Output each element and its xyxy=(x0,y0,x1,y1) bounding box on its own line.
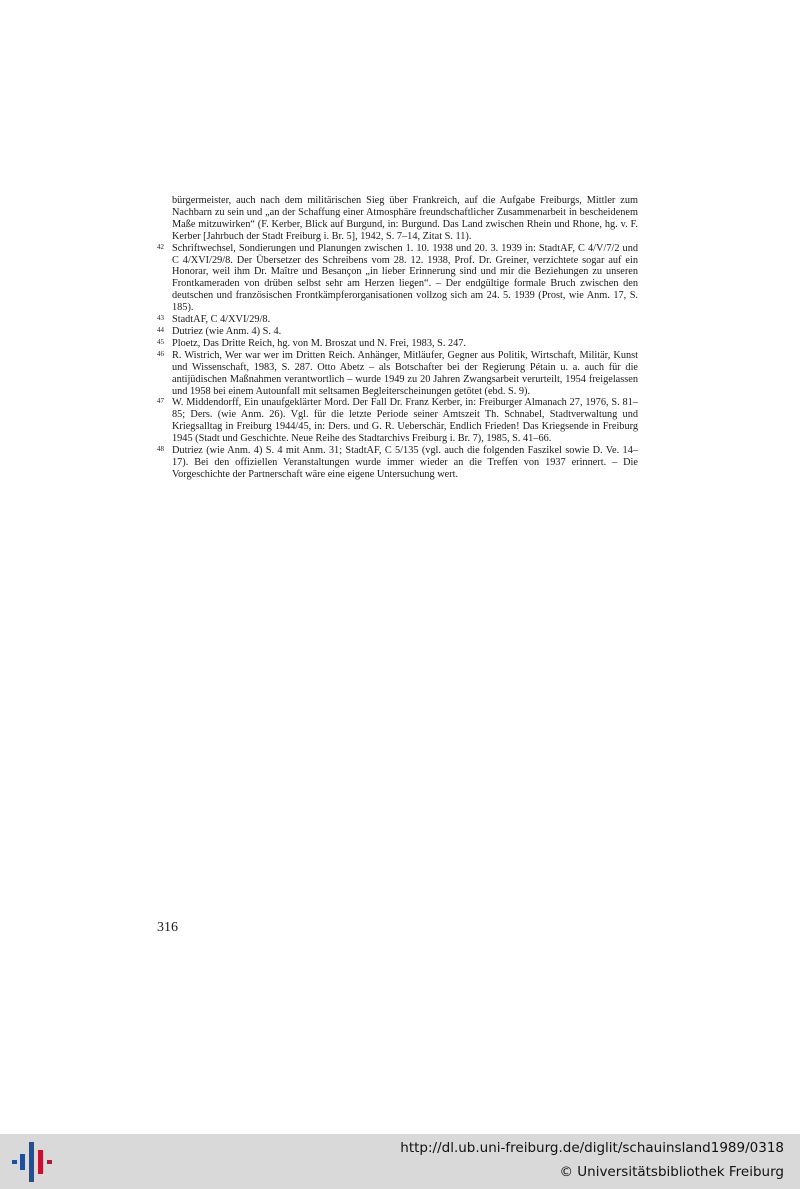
footnote-text: bürgermeister, auch nach dem militärischen Sieg über Frankreich, auf die Aufgabe Freiburgs, Mittler zum Nachbarn zu sein und „an der Schaffung einer Atmosphäre freundschaftlicher Zusammenarbeit in bescheidenem Maße mitzuwirken“ (F. Kerber, Blick auf Burgund, in: Burgund. Das Land zwischen Rhein und Rhone, hg. v. F. Kerber [Jahrbuch der Stadt Freiburg i. Br. 5], 1942, S. 7–14, Zitat S. 11). xyxy=(172,195,638,242)
ub-freiburg-logo-icon xyxy=(12,1142,52,1182)
footnote-47 xyxy=(157,397,638,445)
footnotes xyxy=(157,195,638,481)
copyright-notice: © Universitätsbibliothek Freiburg xyxy=(559,1164,784,1180)
footnote-44 xyxy=(157,326,638,338)
footnote-text: W. Middendorff, Ein unaufgeklärter Mord. Der Fall Dr. Franz Kerber, in: Freiburger Almanach 27, 1976, S. 81–85; Ders. (wie Anm. 26). Vgl. für die letzte Periode seiner Amtszeit Th. Schnabel, Stadtverwaltung und Kriegsalltag in Freiburg 1944/45, in: Ders. und G. R. Ueberschär, Endlich Frieden! Das Kriegsende in Freiburg 1945 (Stadt und Geschichte. Neue Reihe des Stadtarchivs Freiburg i. Br. 7), 1985, S. 41–66. xyxy=(172,397,638,445)
footnote-45 xyxy=(157,338,638,350)
footnote-text: Schriftwechsel, Sondierungen und Planungen zwischen 1. 10. 1938 und 20. 3. 1939 in: StadtAF, C 4/V/7/2 und C 4/XVI/29/8. Der Übersetzer des Schreibens vom 28. 12. 1938, Prof. Dr. Greiner, verzichtete sogar auf ein Honorar, weil ihm Dr. Maître und Besançon „in lieber Erinnerung sind und mir die Beziehungen zu unseren Frontkameraden von drüben selbst sehr am Herzen liegen“. – Der endgültige formale Bruch zwischen den deutschen und französischen Frontkämpferorganisationen vollzog sich am 24. 5. 1939 (Prost, wie Anm. 17, S. 185). xyxy=(172,242,638,314)
footnote-46 xyxy=(157,350,638,398)
page-number: 316 xyxy=(157,920,178,935)
footnote-number: 45 xyxy=(157,337,164,346)
footnote-text: Dutriez (wie Anm. 4) S. 4. xyxy=(172,325,282,337)
footer-bar xyxy=(0,1134,800,1189)
footnote-number: 43 xyxy=(157,314,164,323)
footnote-continued xyxy=(157,195,638,243)
footnote-text: Ploetz, Das Dritte Reich, hg. von M. Broszat und N. Frei, 1983, S. 247. xyxy=(172,337,467,349)
footnote-number: 46 xyxy=(157,349,164,358)
document-url[interactable]: http://dl.ub.uni-freiburg.de/diglit/schauinsland1989/0318 xyxy=(400,1140,784,1156)
footnote-42 xyxy=(157,243,638,314)
footnote-text: Dutriez (wie Anm. 4) S. 4 mit Anm. 31; StadtAF, C 5/135 (vgl. auch die folgenden Faszikel sowie D. Ve. 14–17). Bei den offiziellen Veranstaltungen wurde immer wieder an die Treffen von 1937 erinnert. – Die Vorgeschichte der Partnerschaft wäre eine eigene Untersuchung wert. xyxy=(172,445,638,480)
footnote-number: 47 xyxy=(157,397,164,406)
footnote-text: R. Wistrich, Wer war wer im Dritten Reich. Anhänger, Mitläufer, Gegner aus Politik, Wirtschaft, Militär, Kunst und Wissenschaft, 1983, S. 287. Otto Abetz – als Botschafter bei der Regierung Pétain u. a. auch für die antijüdischen Maßnahmen verantwortlich – wurde 1949 zu 20 Jahren Zwangsarbeit verurteilt, 1954 freigelassen und 1958 bei einem Autounfall mit seltsamen Begleiterscheinungen getötet (ebd. S. 9). xyxy=(172,349,638,397)
footnote-text: StadtAF, C 4/XVI/29/8. xyxy=(172,314,271,326)
footnote-48 xyxy=(157,445,638,481)
footnote-number: 48 xyxy=(157,445,164,454)
footnote-number: 44 xyxy=(157,325,164,334)
footnote-number: 42 xyxy=(157,242,164,251)
footnote-43 xyxy=(157,314,638,326)
